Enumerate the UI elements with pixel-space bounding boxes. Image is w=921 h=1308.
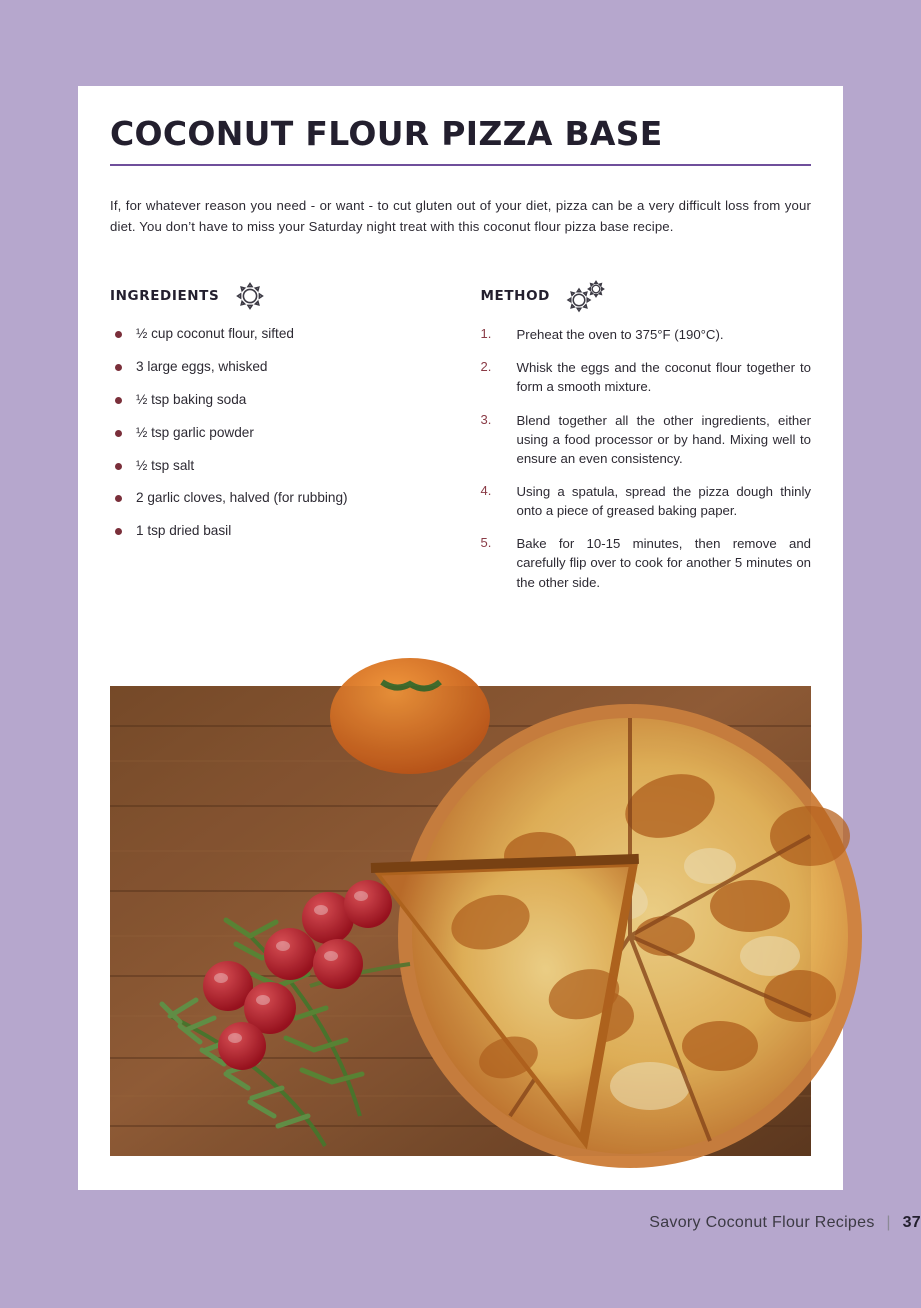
step-text: Bake for 10-15 minutes, then remove and carefully flip over to cook for another 5 minutes on the other side. — [516, 536, 811, 590]
recipe-page — [78, 86, 921, 1231]
page-number: 37 — [902, 1214, 921, 1231]
method-heading: METHOD — [480, 288, 550, 305]
list-item: ½ tsp baking soda — [110, 391, 441, 409]
page-footer — [78, 1214, 921, 1232]
list-item: ½ tsp salt — [110, 457, 441, 475]
recipe-photo — [110, 686, 811, 1156]
method-header — [481, 281, 812, 311]
list-item — [481, 358, 812, 396]
step-text: Using a spatula, spread the pizza dough thinly onto a piece of greased baking paper. — [516, 484, 811, 519]
page-content — [110, 116, 811, 606]
list-item — [481, 325, 812, 344]
ingredients-heading: INGREDIENTS — [110, 288, 220, 305]
step-number: 1. — [480, 326, 492, 342]
list-item — [481, 482, 812, 520]
intro-paragraph: If, for whatever reason you need - or want - to cut gluten out of your diet, pizza can be a very difficult loss from your diet. You don’t have to miss your Saturday night treat with this coconut flour pizza base recipe. — [110, 198, 811, 234]
ingredients-list — [110, 325, 441, 540]
gear-icon — [233, 281, 279, 311]
page-title: COCONUT FLOUR PIZZA BASE — [110, 114, 663, 153]
recipe-columns — [110, 281, 811, 606]
step-number: 5. — [480, 535, 492, 551]
step-number: 2. — [480, 359, 492, 375]
ingredients-column — [110, 281, 441, 606]
step-number: 4. — [480, 483, 492, 499]
ingredients-header — [110, 281, 441, 311]
list-item — [481, 411, 812, 468]
list-item: ½ tsp garlic powder — [110, 424, 441, 442]
title-divider — [110, 164, 811, 166]
method-column — [481, 281, 812, 606]
step-number: 3. — [480, 411, 492, 427]
list-item — [481, 534, 812, 591]
gears-icon — [564, 281, 610, 311]
list-item: 3 large eggs, whisked — [110, 358, 441, 376]
list-item: 2 garlic cloves, halved (for rubbing) — [110, 489, 441, 507]
step-text: Whisk the eggs and the coconut flour together to form a smooth mixture. — [516, 360, 811, 395]
method-list — [481, 325, 812, 592]
step-text: Preheat the oven to 375°F (190°C). — [516, 327, 724, 343]
footer-separator: | — [886, 1214, 891, 1231]
list-item: 1 tsp dried basil — [110, 522, 441, 540]
list-item: ½ cup coconut flour, sifted — [110, 325, 441, 343]
step-text: Blend together all the other ingredients, either using a food processor or by hand. Mixing well to ensure an even consistency. — [516, 412, 811, 466]
footer-section: Savory Coconut Flour Recipes — [649, 1214, 875, 1231]
